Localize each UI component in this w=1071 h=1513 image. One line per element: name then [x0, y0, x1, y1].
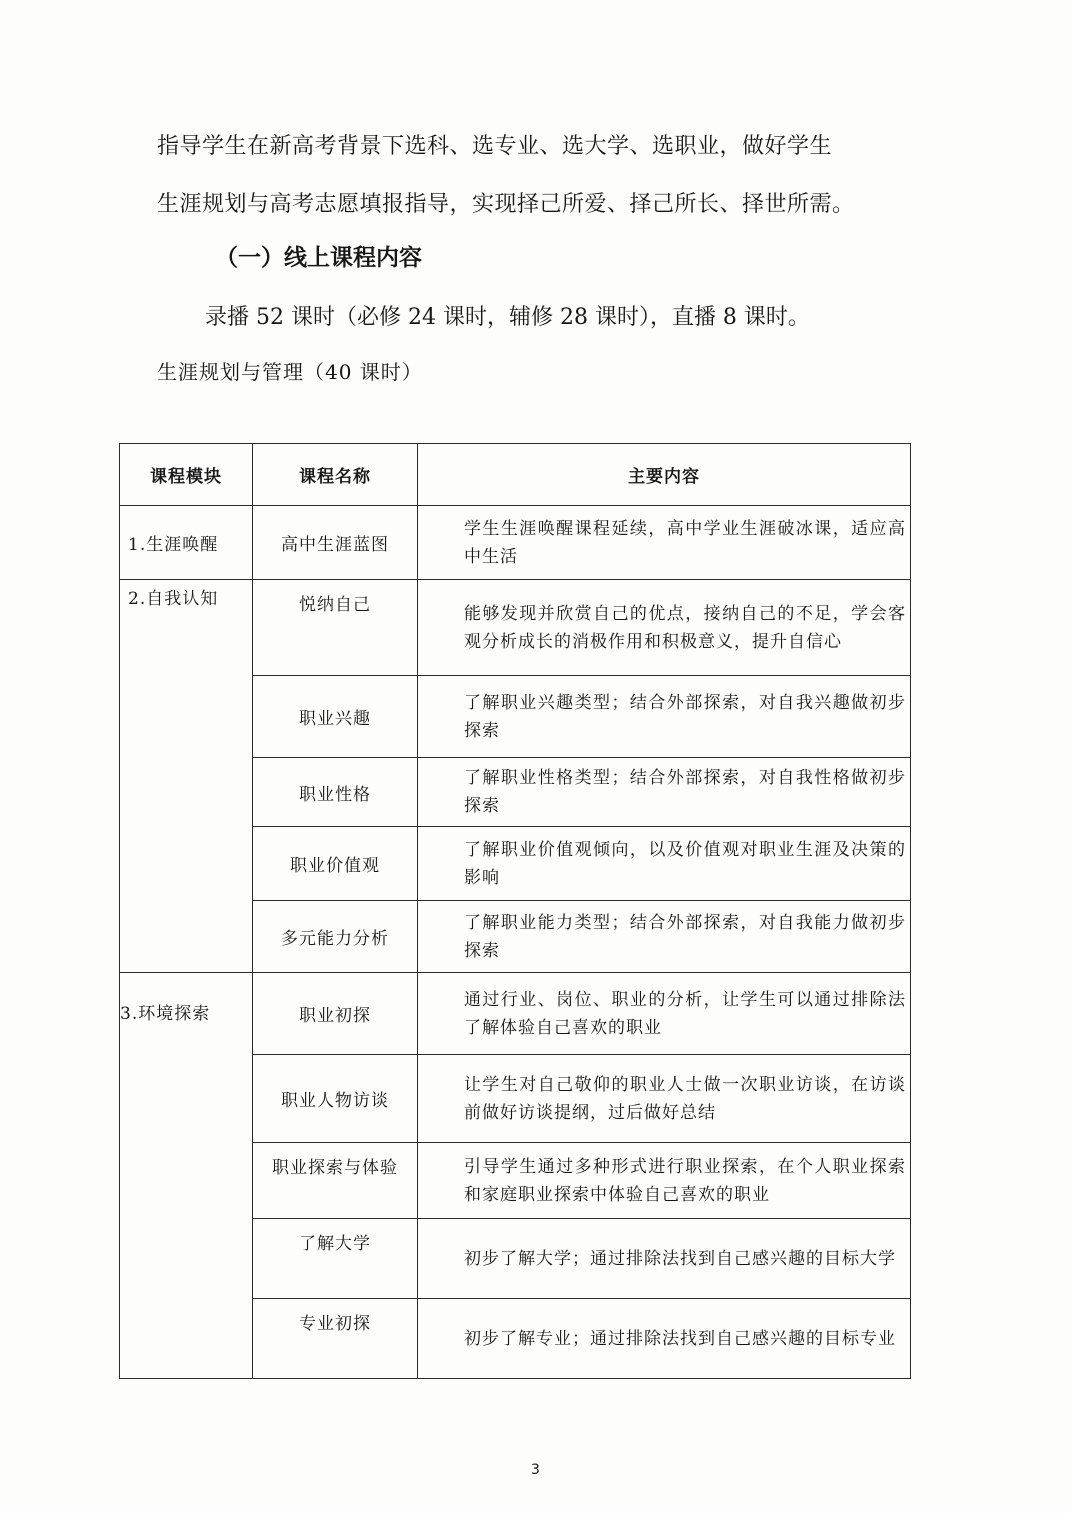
- table-row: [120, 973, 911, 1055]
- header-main-content: 主要内容: [418, 444, 911, 506]
- intro-line-2: 生涯规划与高考志愿填报指导，实现择己所爱、择己所长、择世所需。: [157, 192, 855, 217]
- content-text: 初步了解专业；通过排除法找到自己感兴趣的目标专业: [464, 1328, 896, 1349]
- course-name-cell: 职业初探: [253, 973, 418, 1055]
- hours-summary: 录播 52 课时（必修 24 课时，辅修 28 课时），直播 8 课时。: [205, 305, 810, 330]
- content-cell: [418, 827, 911, 901]
- course-name-cell: 了解大学: [253, 1219, 418, 1299]
- content-text: 能够发现并欣赏自己的优点，接纳自己的不足，学会客观分析成长的消极作用和积极意义，提升自信心: [464, 603, 906, 652]
- header-module: 课程模块: [120, 444, 253, 506]
- course-name-cell: 职业性格: [253, 758, 418, 827]
- content-text: 了解职业能力类型；结合外部探索，对自我能力做初步探索: [464, 912, 906, 961]
- module-cell: 3.环境探索: [120, 973, 253, 1379]
- module-cell: 1.生涯唤醒: [120, 506, 253, 580]
- content-text: 了解职业兴趣类型；结合外部探索，对自我兴趣做初步探索: [464, 692, 906, 741]
- table-header-row: [120, 444, 911, 506]
- content-text: 通过行业、岗位、职业的分析，让学生可以通过排除法了解体验自己喜欢的职业: [464, 989, 906, 1038]
- content-text: 引导学生通过多种形式进行职业探索，在个人职业探索和家庭职业探索中体验自己喜欢的职业: [464, 1156, 906, 1205]
- table-row: [120, 506, 911, 580]
- content-text: 初步了解大学；通过排除法找到自己感兴趣的目标大学: [464, 1248, 896, 1269]
- content-text: 了解职业价值观倾向，以及价值观对职业生涯及决策的影响: [464, 839, 906, 888]
- table-title: 生涯规划与管理（40 课时）: [157, 360, 423, 384]
- content-text: 了解职业性格类型；结合外部探索，对自我性格做初步探索: [464, 768, 906, 816]
- course-name-cell: 高中生涯蓝图: [253, 506, 418, 580]
- table-row: [120, 580, 911, 676]
- course-name-cell: 悦纳自己: [253, 580, 418, 676]
- content-cell: [418, 973, 911, 1055]
- content-cell: [418, 506, 911, 580]
- course-name-cell: 多元能力分析: [253, 901, 418, 973]
- content-cell: [418, 1219, 911, 1299]
- content-text: 让学生对自己敬仰的职业人士做一次职业访谈，在访谈前做好访谈提纲，过后做好总结: [464, 1074, 906, 1123]
- content-cell: [418, 1299, 911, 1379]
- course-name-cell: 职业探索与体验: [253, 1143, 418, 1219]
- content-cell: [418, 1143, 911, 1219]
- content-cell: [418, 901, 911, 973]
- page-number: 3: [531, 1462, 540, 1478]
- content-cell: [418, 1055, 911, 1143]
- course-name-cell: 职业兴趣: [253, 676, 418, 758]
- course-name-cell: 职业价值观: [253, 827, 418, 901]
- module-cell: 2.自我认知: [120, 580, 253, 973]
- content-text: 学生生涯唤醒课程延续，高中学业生涯破冰课，适应高中生活: [464, 518, 906, 567]
- section-heading: （一）线上课程内容: [215, 245, 422, 271]
- intro-line-1: 指导学生在新高考背景下选科、选专业、选大学、选职业，做好学生: [157, 134, 833, 159]
- content-cell: [418, 758, 911, 827]
- course-name-cell: 专业初探: [253, 1299, 418, 1379]
- content-cell: [418, 580, 911, 676]
- intro-paragraph: [157, 118, 917, 234]
- header-course-name: 课程名称: [253, 444, 418, 506]
- course-name-cell: 职业人物访谈: [253, 1055, 418, 1143]
- course-table: [119, 443, 911, 1379]
- content-cell: [418, 676, 911, 758]
